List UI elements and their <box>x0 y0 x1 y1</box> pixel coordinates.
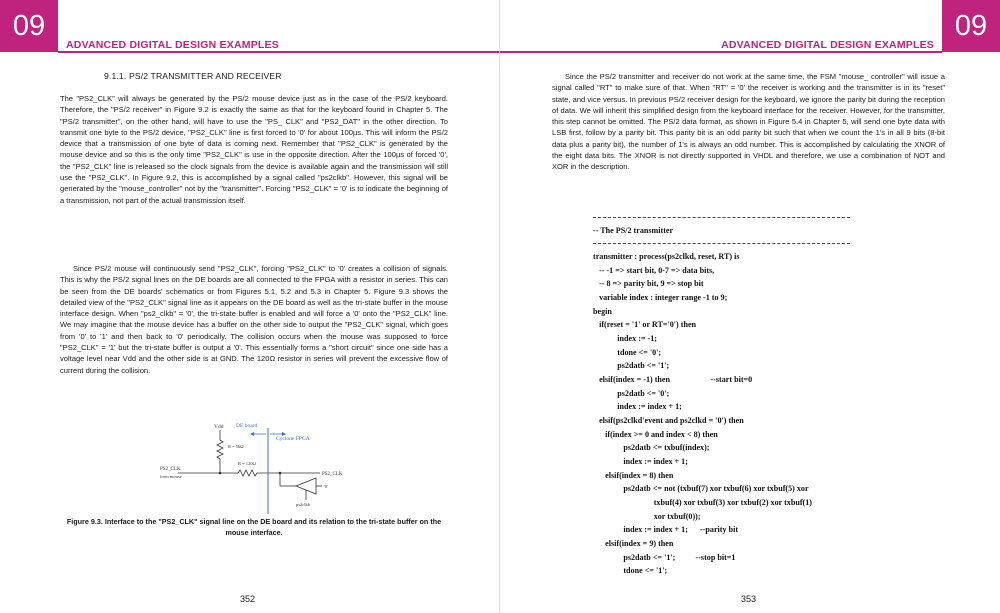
code-line: -- -1 => start bit, 0-7 => data bits, <box>593 266 715 275</box>
output-label: PS2_CLK <box>322 472 343 477</box>
paragraph-text: The "PS2_CLK" will always be generated by the PS/2 mouse device just as in the case of the PS/2 keyboard. Therefore, the "PS/2 receiver" in Figure 9.2 is exactly the same as that for the keyboard found in Chapter 5. The "PS/2 transmitter", on the other hand, will have to use the "PS_ CLK" and "PS2_DAT" in the other direction. To transmit one byte to the PS/2 device, "PS2_CLK" line is first forced to '0' for about 100µs. This will inform the PS/2 device that a transmission of one byte of data is coming next. Remember that "PS2_CLK" is generated by the mouse device and so this is the only time "PS2_CLK" is use in the opposite direction. After the 100µs of forced '0', the "PS2_CLK" line is released so the clock signals from the device is available again and the transmission will still use the "PS2_CLK". In Figure 9.2, this is accomplished by a signal called "ps2clkb". However, this signal will be generated by the "mouse_controller" not by the "transmitter". Forcing "PS2_CLK" = '0' is to indicate the beginning of a transmission, not part of the actual transmission itself. <box>60 94 448 205</box>
code-line: if(reset = '1' or RT='0') then <box>593 320 697 329</box>
paragraph-text: Since the PS/2 transmitter and receiver do not work at the same time, the FSM "mouse_ controller" will issue a signal called "RT" to make sure of that. When "RT" = '0' the receiver is working and the transmitter is in its "reset" state, and vice versus. In previous PS/2 receiver design for the keyboard, we ignore the parity bit during the reception of data. We will inherit this simplified design from the keyboard interface for the receiver. However, for the transmitter, this step cannot be omitted. The PS/2 data format, as shown in Figure 5.4 in Chapter 5, will send one byte data with LSB first, follow by a parity bit. This parity bit is an odd parity bit such that when we count the 1's in all 9 bits (8-bit data plus a parity bit), the number of 1's is always an odd number. This is accomplished by calculating the XNOR of the eight data bits. The XNOR is not directly supported in VHDL and therefore, we use a combination of NOT and XOR in the description. <box>552 72 945 172</box>
code-separator <box>593 243 850 244</box>
code-line: tdone <= '1'; <box>593 566 668 575</box>
code-line: index := index + 1; <box>593 402 682 411</box>
code-line: elsif(index = -1) then --start bit=0 <box>593 375 753 384</box>
chapter-number-badge: 09 <box>942 0 1000 52</box>
chapter-title: ADVANCED DIGITAL DESIGN EXAMPLES <box>66 39 279 51</box>
zero-label: '0' <box>324 484 328 489</box>
body-paragraph <box>60 263 448 376</box>
chapter-title: ADVANCED DIGITAL DESIGN EXAMPLES <box>721 39 934 51</box>
chapter-number-badge: 09 <box>0 0 58 52</box>
code-line: tdone <= '0'; <box>593 348 662 357</box>
code-line: elsif(index = 8) then <box>593 471 674 480</box>
header-rule <box>58 51 500 53</box>
paragraph-text: Since PS/2 mouse will continuously send "PS2_CLK", forcing "PS2_CLK" to '0' creates a collision of signals. This is why the PS/2 signal lines on the DE boards are all connected to the FPGA with a resistor in series. This can be seen from the DE boards' schematics or from Figures 5.1, 5.2 and 5.3 in Chapter 5. Figure 9.3 shows the detailed view of the "PS2_CLK" signal line as it appears on the DE board as well as the tri-state buffer in the mouse interface design. When "ps2_clkb" = '0', the tri-state buffer is enabled and will force a '0' onto the "PS2_CLK" line. We may imagine that the mouse device has a buffer on the other side to output the "PS2_CLK" signal, which goes from '0' to '1' and then back to '0' periodically. The collision occurs when the mouse was supposed to force "PS2_CLK" = '1' but the tri-state buffer is output a '0'. This essentially forms a "short circuit" since one side has a voltage level near Vdd and the other side is at GND. The 120Ω resistor in series will prevent the excessive flow of current during the collision. <box>60 264 448 375</box>
code-line: ps2datb <= txbuf(index); <box>593 443 710 452</box>
code-line: transmitter : process(ps2clkd, reset, RT) is <box>593 252 740 261</box>
code-line: begin <box>593 307 612 316</box>
vdd-label: Vdd <box>214 424 224 430</box>
enable-label: ps2clkb <box>296 502 310 507</box>
code-line: index := index + 1; <box>593 457 688 466</box>
de-board-arrowhead <box>250 432 254 436</box>
code-line: elsif(ps2clkd'event and ps2clkd = '0') then <box>593 416 744 425</box>
code-line: xor txbuf(0)); <box>593 512 701 521</box>
code-line: index := index + 1; --parity bit <box>593 525 739 534</box>
series-resistor <box>238 470 257 476</box>
code-line: elsif(index = 9) then <box>593 539 674 548</box>
code-line: ps2datb <= '1'; <box>593 361 670 370</box>
code-line: ps2datb <= '1'; --stop bit=1 <box>593 553 736 562</box>
code-separator <box>593 217 850 218</box>
cyclone-fpga-label: Cyclone FPGA <box>276 436 310 442</box>
input-sublabel: from mouse <box>160 474 182 479</box>
figure-caption: Figure 9.3. Interface to the "PS2_CLK" signal line on the DE board and its relation to the tri-state buffer on the mouse interface. <box>66 517 442 537</box>
code-line: ps2datb <= not (txbuf(7) xor txbuf(6) xor txbuf(5) xor <box>593 484 809 493</box>
header-rule <box>500 51 942 53</box>
pullup-resistor <box>217 440 223 459</box>
section-title: 9.1.1. PS/2 TRANSMITTER AND RECEIVER <box>104 71 282 81</box>
body-paragraph <box>60 93 448 206</box>
figure-9-3-circuit <box>150 418 360 514</box>
code-line: variable index : integer range -1 to 9; <box>593 293 728 302</box>
input-label: PS2_CLK <box>160 467 181 472</box>
de-board-label: DE board <box>236 423 258 429</box>
body-paragraph <box>552 71 945 173</box>
code-line: index := -1; <box>593 334 657 343</box>
series-resistor-label: R = 120Ω <box>238 461 256 466</box>
code-line: txbuf(4) xor txbuf(3) xor txbuf(2) xor txbuf(1) <box>593 498 812 507</box>
code-line: ps2datb <= '0'; <box>593 389 670 398</box>
page-number: 353 <box>741 594 757 604</box>
code-line: -- The PS/2 transmitter <box>593 226 674 235</box>
pullup-resistor-label: R = 5kΩ <box>228 444 244 449</box>
page-number: 352 <box>240 594 256 604</box>
code-line: -- 8 => parity bit, 9 => stop bit <box>593 279 704 288</box>
code-line: if(index >= 0 and index < 8) then <box>593 430 718 439</box>
